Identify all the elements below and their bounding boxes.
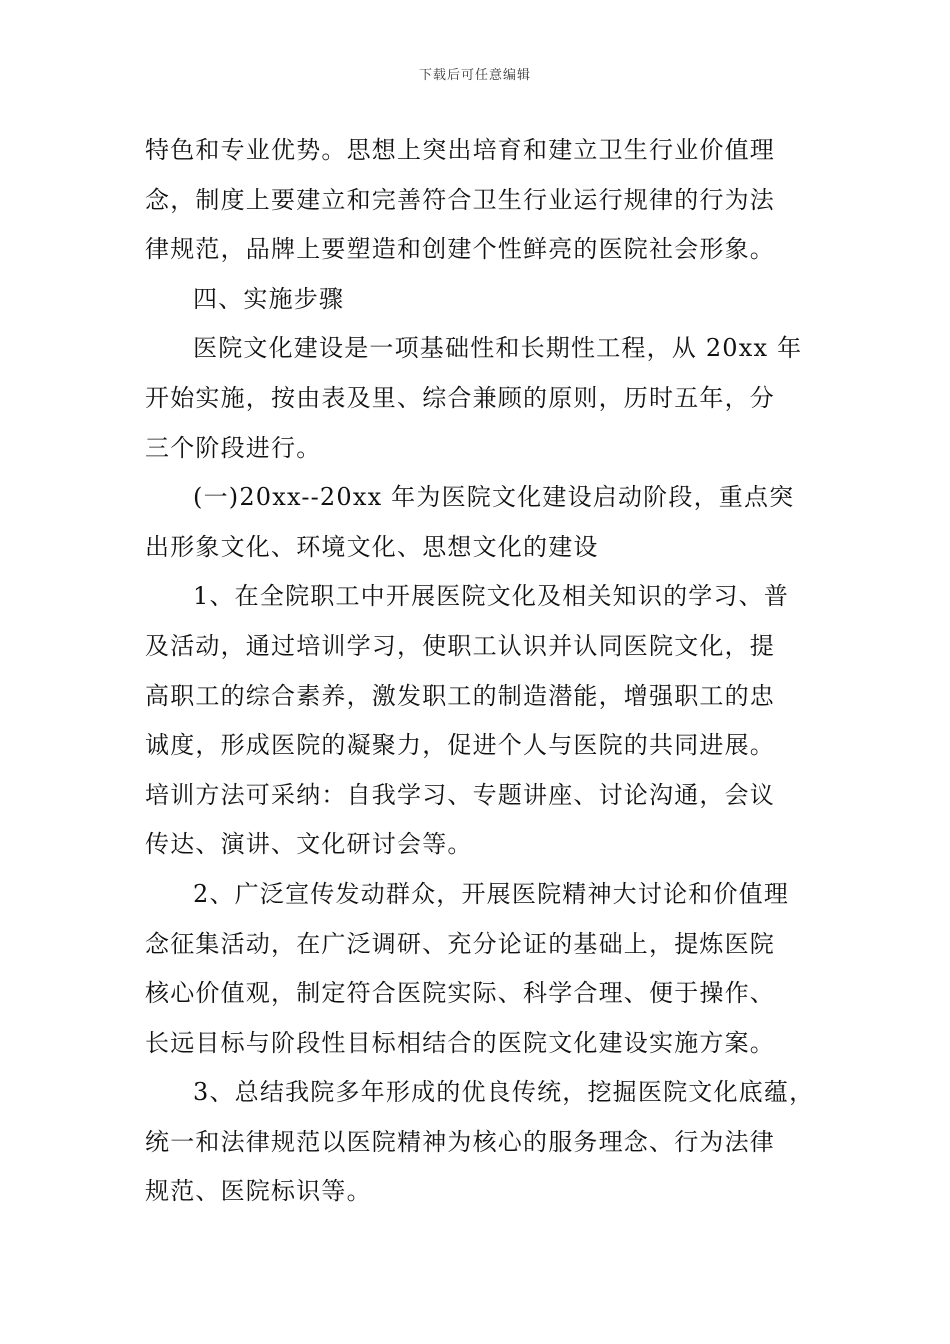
text-line: 三个阶段进行。 [145, 433, 322, 462]
text-line: 统一和法律规范以医院精神为核心的服务理念、行为法律 [145, 1127, 775, 1156]
text-line: 诚度，形成医院的凝聚力，促进个人与医院的共同进展。 [145, 731, 775, 760]
text-line: 开始实施，按由表及里、综合兼顾的原则，历时五年，分 [145, 383, 775, 412]
paragraph-item-1 [145, 572, 809, 870]
text-line: 念征集活动，在广泛调研、充分论证的基础上，提炼医院 [145, 929, 775, 958]
text-line: 1、在全院职工中开展医院文化及相关知识的学习、普 [193, 582, 790, 611]
paragraph-item-2 [145, 870, 809, 1068]
text-line: 律规范，品牌上要塑造和创建个性鲜亮的医院社会形象。 [145, 235, 775, 264]
text-line: 医院文化建设是一项基础性和长期性工程，从 20xx 年 [193, 334, 803, 363]
paragraph-item-3 [145, 1068, 815, 1217]
text-line: 出形象文化、环境文化、思想文化的建设 [145, 532, 599, 561]
text-line: 长远目标与阶段性目标相结合的医院文化建设实施方案。 [145, 1028, 775, 1057]
text-line: 及活动，通过培训学习，使职工认识并认同医院文化，提 [145, 631, 775, 660]
text-line: (一)20xx--20xx 年为医院文化建设启动阶段，重点突 [193, 483, 795, 512]
text-line: 高职工的综合素养，激发职工的制造潜能，增强职工的忠 [145, 681, 775, 710]
section-heading-implementation-steps [145, 275, 809, 325]
page-header: 下载后可任意编辑 [418, 68, 531, 83]
heading-line: 四、实施步骤 [193, 284, 345, 313]
text-line: 传达、演讲、文化研讨会等。 [145, 830, 473, 859]
text-line: 核心价值观，制定符合医院实际、科学合理、便于操作、 [145, 979, 775, 1008]
text-line: 2、广泛宣传发动群众，开展医院精神大讨论和价值理 [193, 879, 790, 908]
text-line: 3、总结我院多年形成的优良传统，挖掘医院文化底蕴， [193, 1078, 815, 1107]
paragraph-overview [145, 324, 809, 473]
text-line: 培训方法可采纳：自我学习、专题讲座、讨论沟通，会议 [145, 780, 775, 809]
paragraph-brand-continuation [145, 126, 809, 275]
text-line: 规范、医院标识等。 [145, 1177, 372, 1206]
document-body [145, 126, 815, 1217]
paragraph-phase-one [145, 473, 809, 572]
text-line: 特色和专业优势。思想上突出培育和建立卫生行业价值理 [145, 136, 775, 164]
text-line: 念，制度上要建立和完善符合卫生行业运行规律的行为法 [145, 185, 775, 214]
